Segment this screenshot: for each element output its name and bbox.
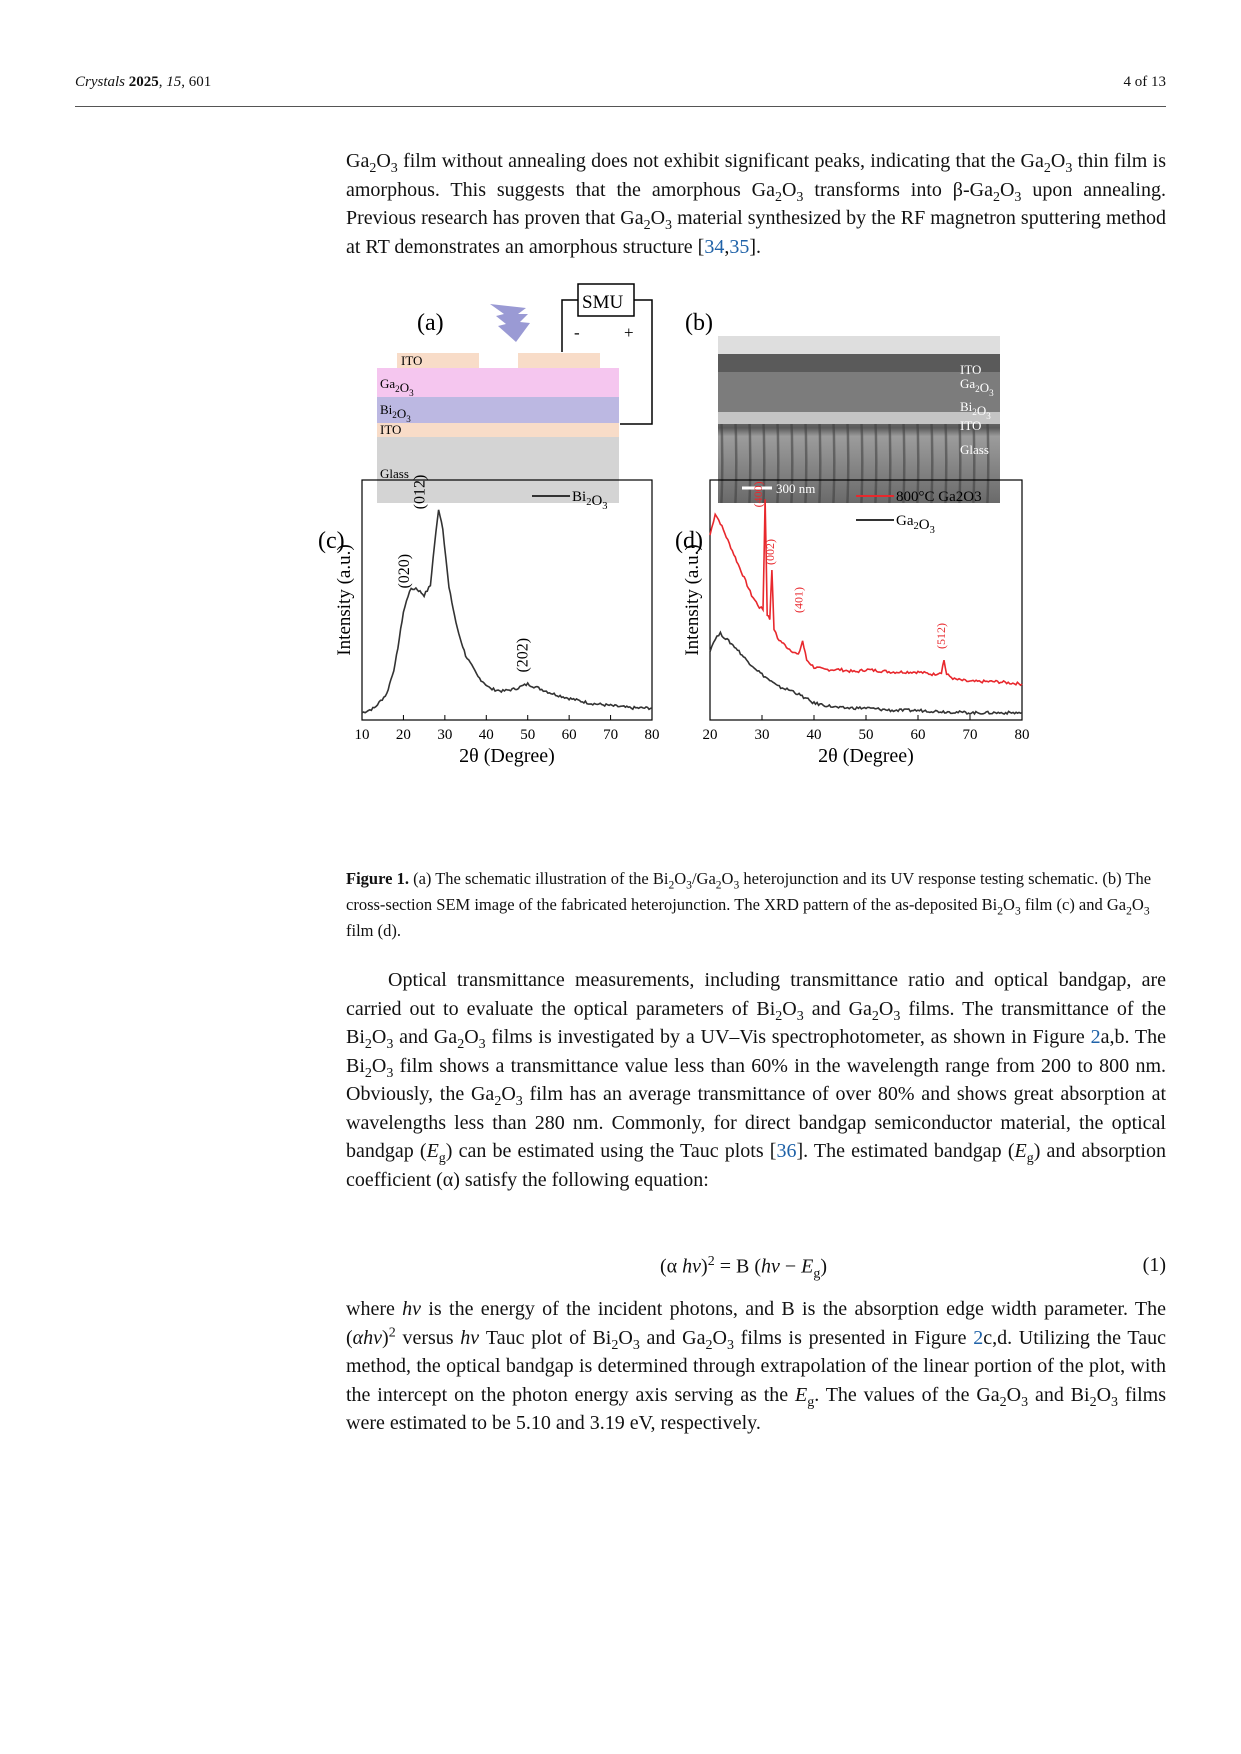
sem-label-ga2o3: $Ga_2O_3$ (960, 376, 994, 398)
figure-caption: Figure 1. (a) The schematic illustration of the $Bi_2O_3/Ga_2O_3$ heterojunction and its UV response testing schematic. (b) The cross-section SEM image of the fabricated heterojunction. The XRD pattern of the as-deposited $Bi_2O_3$ film (c) and $Ga_2O_3$ film (d). (346, 869, 1152, 940)
header-rule (75, 106, 1166, 107)
equation-number: (1) (1142, 1254, 1166, 1276)
xrd-chart-ga2o3 (682, 480, 1030, 767)
x-tick-label: 60 (561, 727, 577, 743)
smu-box (574, 284, 634, 342)
ito-bottom-layer (377, 423, 619, 437)
sem-label-glass: Glass (960, 442, 989, 457)
citation-link[interactable]: 36 (776, 1140, 797, 1162)
peak-label: (020) (395, 553, 413, 589)
equation-body: (α hν)$^2$ = B $(h\nu - E_g)$ (660, 1254, 828, 1282)
legend-label: $Bi_2O_3$ (572, 489, 608, 512)
series-line (710, 499, 1022, 685)
sem-label-ito-top: ITO (960, 362, 982, 377)
panel-label-a: (a) (417, 310, 444, 336)
journal-year: 2025 (128, 74, 159, 90)
peak-label: (512) (934, 623, 948, 649)
x-tick-label: 60 (910, 727, 926, 743)
x-tick-label: 80 (644, 727, 660, 743)
plot-frame (362, 480, 652, 720)
plot-frame (710, 480, 1022, 720)
paragraph-3: where hν is the energy of the incident photons, and B is the absorption edge width parameter. The $(\alpha h\nu)^2$ versus hν Tauc plot of $Bi_2O_3$ and $Ga_2O_3$ films is presented in Figure 2c,d. Utilizing the Tauc method, the optical bandgap is determined through extrapolation of the linear portion of the plot, with the intercept on the photon energy axis serving as the $E_g$. The values of the $Ga_2O_3$ and $Bi_2O_3$ films were estimated to be 5.10 and 3.19 eV, respectively. (346, 1298, 1167, 1434)
sem-scale-bar-label: 300 nm (776, 481, 816, 496)
peak-label: (012) (411, 474, 429, 510)
figure-1 (318, 290, 1180, 860)
panel-label-d: (d) (675, 528, 703, 554)
xrd-chart-bi2o3 (334, 475, 660, 767)
paragraph-2: Optical transmittance measurements, including transmittance ratio and optical bandgap, are carried out to evaluate the optical parameters of $Bi_2O_3$ and $Ga_2O_3$ films. The transmittance of the $Bi_2O_3$ and $Ga_2O_3$ films is investigated by a UV–Vis spectrophotometer, as shown in Figure 2a,b. The $Bi_2O_3$ film shows a transmittance value less than 60% in the wavelength range from 200 to 800 nm. Obviously, the $Ga_2O_3$ film has an average transmittance of over 80% and shows great absorption at wavelengths less than 280 nm. Commonly, for direct bandgap semiconductor material, the optical bandgap $(E_g)$ can be estimated using the Tauc plots [36]. The estimated bandgap $(E_g)$ and absorption coefficient (α) satisfy the following equation: (346, 969, 1167, 1191)
journal-name: Crystals (75, 74, 126, 90)
smu-label: SMU (582, 292, 624, 313)
y-axis-label: Intensity (a.u.) (682, 544, 703, 656)
smu-minus: - (574, 323, 580, 342)
figure-link[interactable]: 2 (973, 1326, 984, 1349)
peak-label: (400) (751, 481, 766, 508)
schematic-label-bi2o3: $Bi_2O_3$ (380, 402, 411, 424)
schematic-label-ito-top: ITO (401, 353, 423, 368)
running-header: Crystals 2025, 15, 601 (75, 74, 212, 90)
citation-link[interactable]: 34 (704, 235, 725, 258)
figure-link[interactable]: 2 (1090, 1026, 1101, 1048)
x-tick-label: 30 (437, 727, 453, 743)
x-tick-label: 40 (806, 727, 822, 743)
sem-label-ito-bottom: ITO (960, 418, 982, 433)
peak-label: (002) (762, 539, 777, 565)
schematic-label-ga2o3: $Ga_2O_3$ (380, 376, 414, 398)
peak-label: (202) (514, 637, 532, 673)
x-tick-label: 10 (354, 727, 370, 743)
x-tick-label: 50 (858, 727, 874, 743)
x-tick-label: 80 (1014, 727, 1030, 743)
x-axis-label: 2θ (Degree) (818, 745, 914, 767)
sem-image (718, 336, 1000, 503)
x-tick-label: 50 (520, 727, 536, 743)
x-axis-label: 2θ (Degree) (459, 745, 555, 767)
schematic-label-glass: Glass (380, 466, 409, 481)
light-arrow-icon (490, 304, 530, 342)
x-tick-label: 40 (478, 727, 494, 743)
paragraph-1: $Ga_2O_3$ film without annealing does not exhibit significant peaks, indicating that the $Ga_2O_3$ thin film is amorphous. This suggests that the amorphous $Ga_2O_3$ transforms into $\beta-Ga_2O_3$ upon annealing. Previous research has proven that $Ga_2O_3$ material synthesized by the RF magnetron sputtering method at RT demonstrates an amorphous structure [34,35]. (346, 150, 1166, 258)
figure-label: Figure 1. (346, 869, 409, 888)
x-tick-label: 20 (395, 727, 411, 743)
article-number: 601 (188, 74, 212, 90)
x-tick-label: 30 (754, 727, 770, 743)
journal-volume: 15 (166, 74, 182, 90)
panel-label-b: (b) (685, 310, 713, 336)
ito-top-right (518, 353, 600, 368)
peak-label: (401) (791, 587, 806, 613)
bi2o3-layer (377, 397, 619, 423)
x-tick-label: 70 (962, 727, 978, 743)
panel-label-c: (c) (318, 528, 345, 554)
x-tick-label: 20 (702, 727, 718, 743)
y-axis-label: Intensity (a.u.) (334, 544, 355, 656)
schematic-label-ito-bottom: ITO (380, 422, 402, 437)
series-line (710, 632, 1022, 714)
x-tick-label: 70 (603, 727, 619, 743)
series-line (362, 510, 652, 713)
legend-label: $Ga_2O_3$ (896, 513, 935, 536)
page-number: 4 of 13 (1123, 74, 1166, 90)
smu-plus: + (624, 323, 634, 342)
sem-label-bi2o3: $Bi_2O_3$ (960, 399, 991, 421)
legend-label: 800°C Ga2O3 (896, 489, 982, 505)
citation-link[interactable]: 35 (729, 235, 750, 258)
